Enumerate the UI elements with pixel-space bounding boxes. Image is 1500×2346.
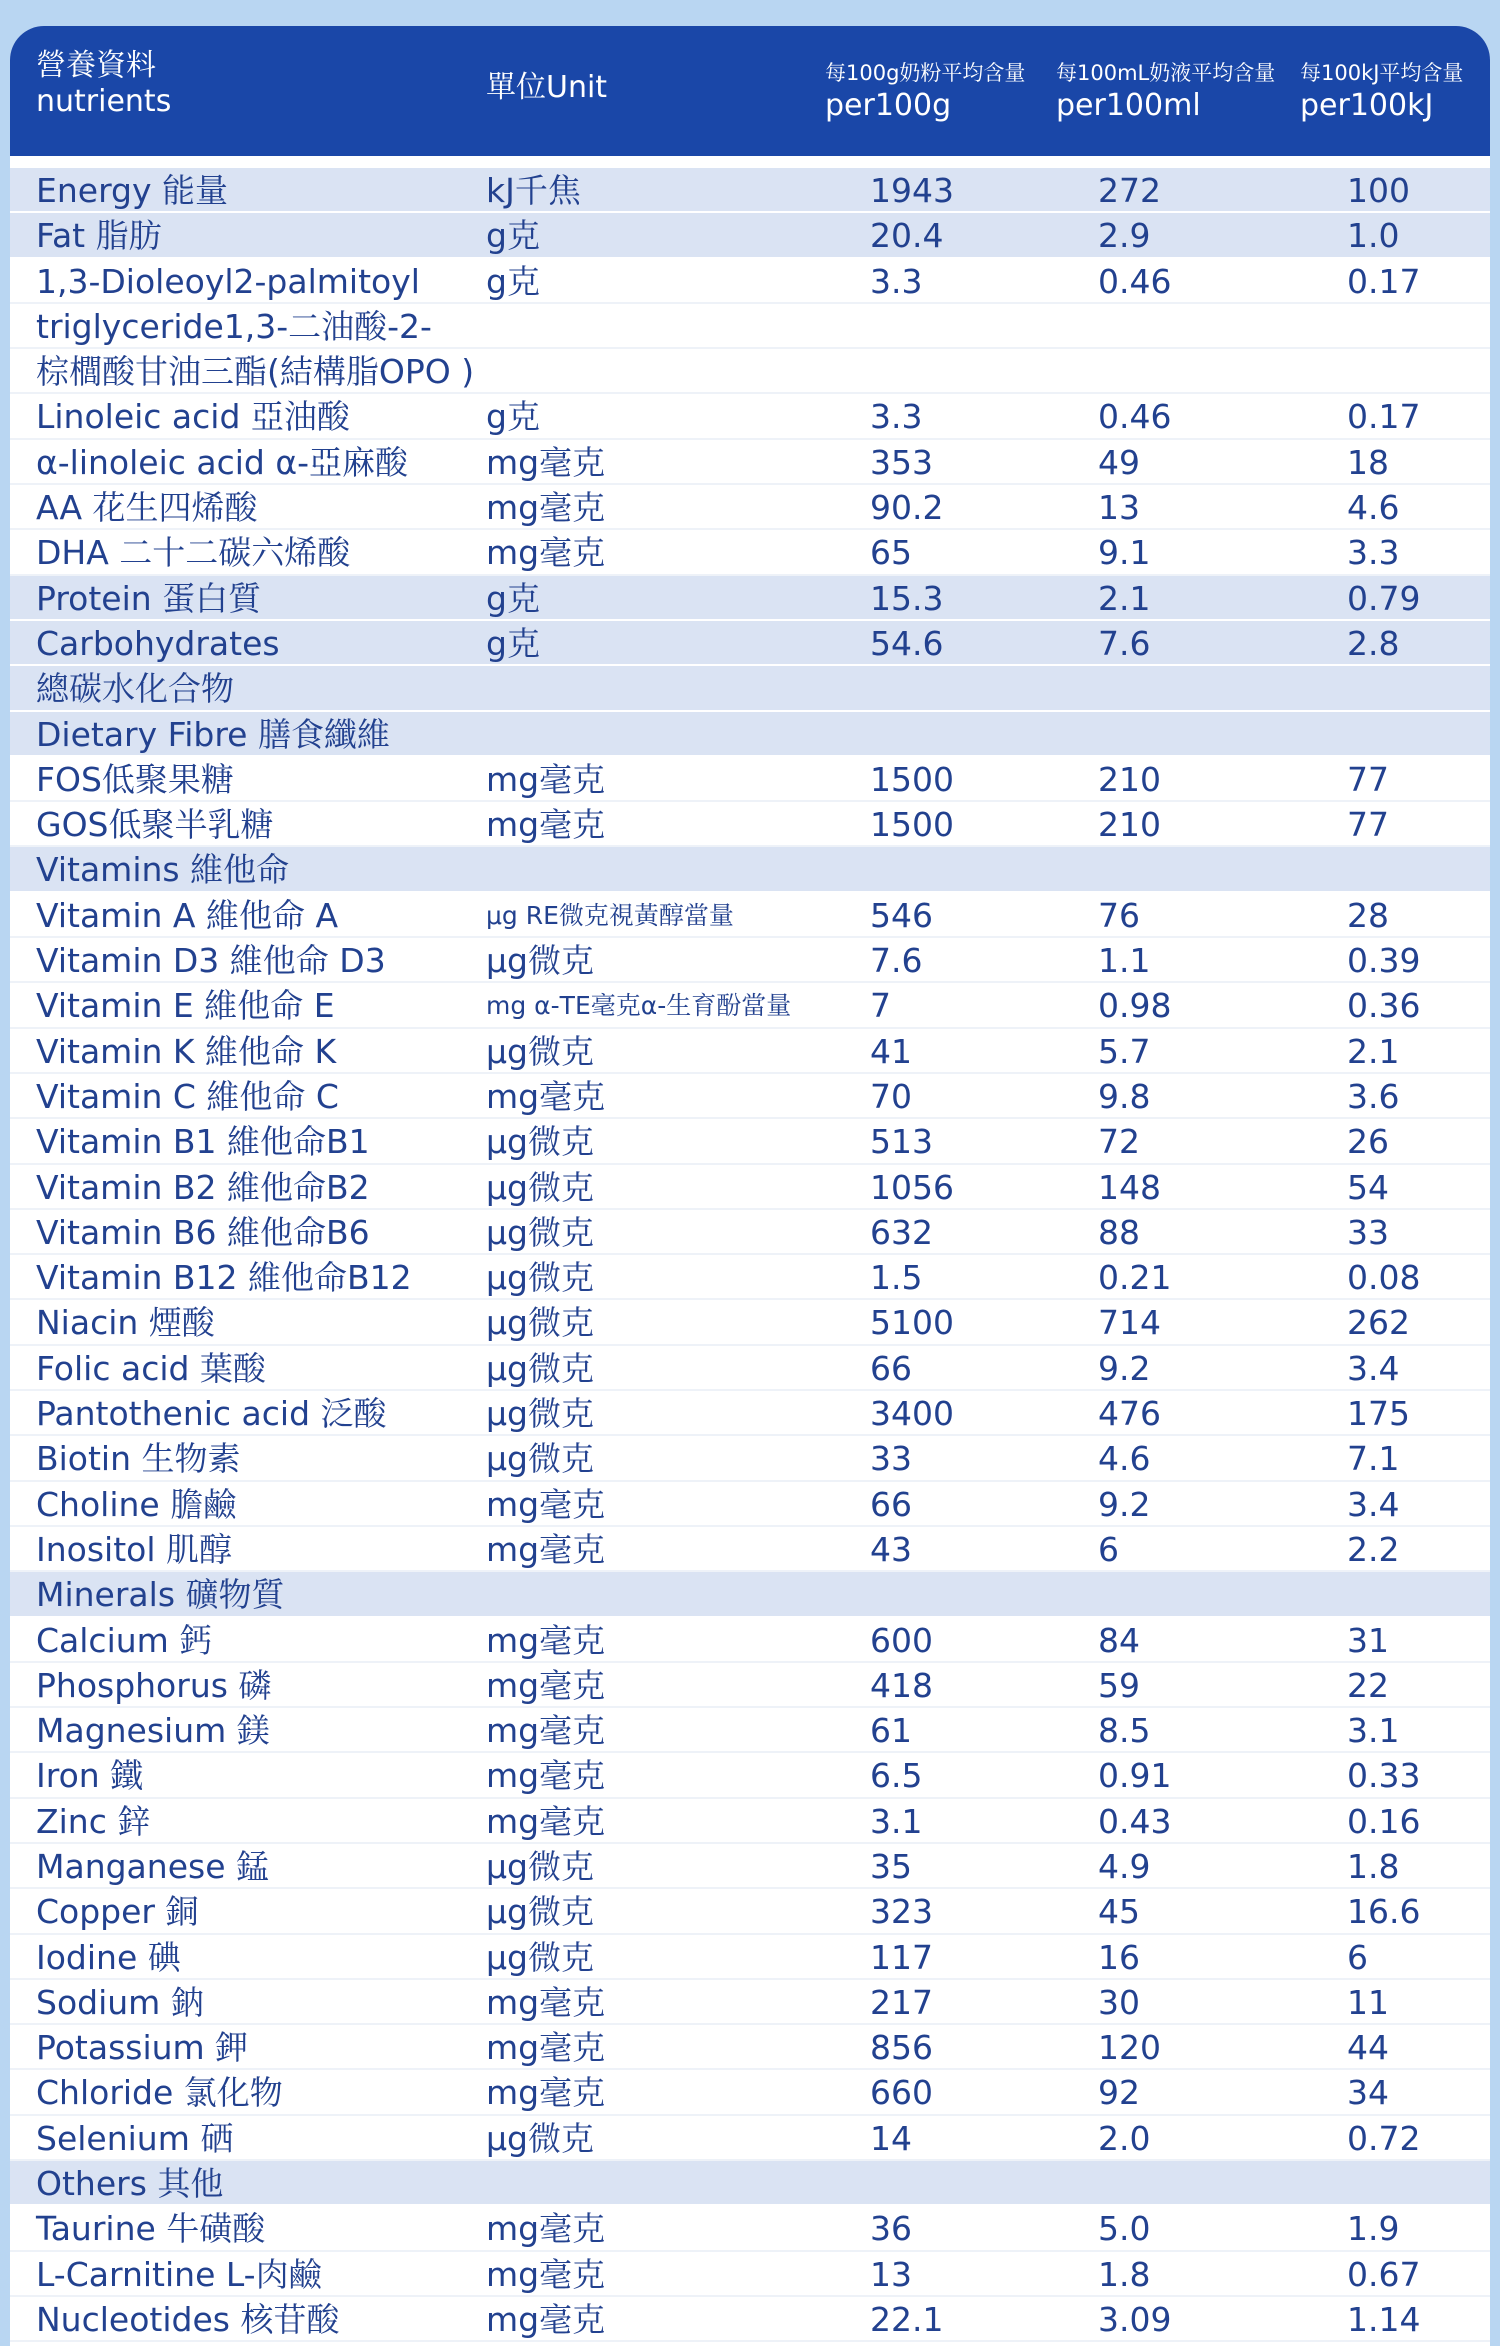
value-per100kj: 1.8 [1347, 1846, 1400, 1886]
table-row [10, 1889, 1490, 1934]
value-per100kj: 0.16 [1347, 1801, 1421, 1841]
value-per100ml: 210 [1098, 805, 1161, 845]
table-row [10, 757, 1490, 802]
unit-cell: mg α-TE毫克α-生育酚當量 [486, 991, 792, 1021]
value-per100g: 61 [870, 1711, 912, 1751]
value-per100ml: 1.8 [1098, 2254, 1151, 2294]
nutrient-name: Dietary Fibre 膳食纖維 [36, 714, 390, 754]
table-row [10, 394, 1490, 439]
value-per100ml: 120 [1098, 2028, 1161, 2068]
value-per100g: 632 [870, 1212, 933, 1252]
value-per100ml: 6 [1098, 1529, 1119, 1569]
table-row [10, 1165, 1490, 1210]
value-per100g: 43 [870, 1529, 912, 1569]
nutrition-table-card [10, 26, 1490, 2346]
nutrient-name: Fat 脂肪 [36, 216, 162, 256]
value-per100kj: 3.1 [1347, 1711, 1400, 1751]
header-per100ml [1056, 58, 1275, 124]
value-per100g: 22.1 [870, 2299, 944, 2339]
value-per100g: 70 [870, 1076, 912, 1116]
nutrient-name: Carbohydrates [36, 623, 280, 663]
unit-cell: g克 [486, 623, 540, 663]
nutrient-name: Calcium 鈣 [36, 1620, 213, 1660]
table-row [10, 1618, 1490, 1663]
value-per100ml: 4.6 [1098, 1439, 1151, 1479]
nutrient-name: Minerals 礦物質 [36, 1575, 285, 1615]
value-per100g: 353 [870, 442, 933, 482]
value-per100kj: 0.39 [1347, 941, 1421, 981]
value-per100g: 1500 [870, 759, 954, 799]
table-row [10, 893, 1490, 938]
value-per100kj: 262 [1347, 1303, 1410, 1343]
value-per100kj: 2.2 [1347, 1529, 1400, 1569]
value-per100kj: 0.33 [1347, 1756, 1421, 1796]
value-per100kj: 100 [1347, 171, 1410, 210]
value-per100kj: 3.6 [1347, 1076, 1400, 1116]
value-per100kj: 175 [1347, 1394, 1410, 1434]
table-row [10, 2252, 1490, 2297]
unit-cell: mg毫克 [486, 1801, 606, 1841]
nutrient-name: Vitamin B12 維他命B12 [36, 1258, 412, 1298]
unit-cell: kJ千焦 [486, 171, 581, 210]
nutrient-name: Inositol 肌醇 [36, 1529, 232, 1569]
unit-cell: μg微克 [486, 1122, 594, 1162]
unit-cell: mg毫克 [486, 1620, 606, 1660]
nutrient-name: DHA 二十二碳六烯酸 [36, 533, 351, 573]
table-row [10, 983, 1490, 1028]
table-row [10, 1300, 1490, 1345]
nutrient-name: Vitamins 維他命 [36, 850, 290, 890]
value-per100kj: 0.17 [1347, 397, 1421, 437]
value-per100g: 66 [870, 1348, 912, 1388]
table-row [10, 2297, 1490, 2342]
unit-cell: mg毫克 [486, 1665, 606, 1705]
nutrient-name: Sodium 鈉 [36, 1982, 204, 2022]
value-per100ml: 476 [1098, 1394, 1161, 1434]
value-per100ml: 0.21 [1098, 1258, 1172, 1298]
value-per100ml: 0.98 [1098, 986, 1172, 1026]
unit-cell: mg毫克 [486, 1076, 606, 1116]
value-per100g: 90.2 [870, 488, 944, 528]
unit-cell: mg毫克 [486, 2209, 606, 2249]
value-per100ml: 4.9 [1098, 1846, 1151, 1886]
value-per100kj: 2.1 [1347, 1031, 1400, 1071]
value-per100ml: 5.0 [1098, 2209, 1151, 2249]
unit-cell: mg毫克 [486, 759, 606, 799]
table-row [10, 1980, 1490, 2025]
value-per100g: 1056 [870, 1167, 954, 1207]
table-row [10, 621, 1490, 666]
value-per100kj: 26 [1347, 1122, 1389, 1162]
unit-cell: μg微克 [486, 1439, 594, 1479]
value-per100ml: 76 [1098, 895, 1140, 935]
unit-cell: μg微克 [486, 1394, 594, 1434]
value-per100ml: 0.46 [1098, 397, 1172, 437]
unit-cell: μg微克 [486, 1212, 594, 1252]
header-nutrients [36, 48, 171, 120]
value-per100ml: 16 [1098, 1937, 1140, 1977]
value-per100g: 20.4 [870, 216, 944, 256]
value-per100kj: 54 [1347, 1167, 1389, 1207]
unit-cell: μg微克 [486, 1937, 594, 1977]
table-row [10, 1029, 1490, 1074]
table-row [10, 2206, 1490, 2251]
unit-cell: μg微克 [486, 2118, 594, 2158]
nutrient-name: Vitamin B2 維他命B2 [36, 1167, 370, 1207]
value-per100kj: 77 [1347, 759, 1389, 799]
value-per100kj: 31 [1347, 1620, 1389, 1660]
unit-cell: μg微克 [486, 1303, 594, 1343]
table-row [10, 1119, 1490, 1164]
value-per100g: 7.6 [870, 941, 923, 981]
table-row [10, 168, 1490, 213]
value-per100ml: 84 [1098, 1620, 1140, 1660]
nutrient-name: Nucleotides 核苷酸 [36, 2299, 340, 2339]
nutrient-name: Vitamin K 維他命 K [36, 1031, 337, 1071]
nutrient-name: Energy 能量 [36, 171, 229, 210]
value-per100ml: 49 [1098, 442, 1140, 482]
header-per100ml-en: per100ml [1056, 88, 1201, 123]
value-per100ml: 9.8 [1098, 1076, 1151, 1116]
value-per100kj: 0.67 [1347, 2254, 1421, 2294]
value-per100ml: 92 [1098, 2073, 1140, 2113]
nutrient-name: Others 其他 [36, 2164, 224, 2204]
table-row [10, 1844, 1490, 1889]
nutrient-name: Potassium 鉀 [36, 2028, 249, 2068]
table-row [10, 802, 1490, 847]
nutrient-name: α-linoleic acid α-亞麻酸 [36, 442, 409, 482]
table-row [10, 485, 1490, 530]
unit-cell: mg毫克 [486, 533, 606, 573]
unit-cell: mg毫克 [486, 1982, 606, 2022]
nutrient-name: Choline 膽鹼 [36, 1484, 237, 1524]
value-per100g: 1500 [870, 805, 954, 845]
nutrient-name: Folic acid 葉酸 [36, 1348, 266, 1388]
value-per100kj: 0.79 [1347, 578, 1421, 618]
header-unit [486, 70, 607, 106]
value-per100g: 600 [870, 1620, 933, 1660]
value-per100ml: 3.09 [1098, 2299, 1172, 2339]
nutrient-name: Taurine 牛磺酸 [36, 2209, 266, 2249]
nutrient-name: Vitamin A 維他命 A [36, 895, 339, 935]
value-per100ml: 714 [1098, 1303, 1161, 1343]
value-per100g: 5100 [870, 1303, 954, 1343]
header-per100kj-zh: 每100kJ平均含量 [1300, 61, 1464, 85]
value-per100ml: 59 [1098, 1665, 1140, 1705]
value-per100g: 856 [870, 2028, 933, 2068]
table-row [10, 1753, 1490, 1798]
value-per100kj: 28 [1347, 895, 1389, 935]
unit-cell: g克 [486, 578, 540, 618]
value-per100g: 513 [870, 1122, 933, 1162]
value-per100kj: 6 [1347, 1937, 1368, 1977]
unit-cell: mg毫克 [486, 1756, 606, 1796]
table-row [10, 304, 1490, 349]
value-per100g: 418 [870, 1665, 933, 1705]
value-per100ml: 9.1 [1098, 533, 1151, 573]
table-row [10, 213, 1490, 258]
value-per100g: 117 [870, 1937, 933, 1977]
nutrient-name: Linoleic acid 亞油酸 [36, 397, 350, 437]
nutrient-name: Selenium 硒 [36, 2118, 234, 2158]
nutrient-name: Copper 銅 [36, 1892, 199, 1932]
value-per100ml: 5.7 [1098, 1031, 1151, 1071]
value-per100kj: 3.4 [1347, 1348, 1400, 1388]
unit-cell: mg毫克 [486, 442, 606, 482]
nutrient-name: Phosphorus 磷 [36, 1665, 272, 1705]
value-per100g: 54.6 [870, 623, 944, 663]
unit-cell: mg毫克 [486, 2254, 606, 2294]
value-per100ml: 2.0 [1098, 2118, 1151, 2158]
unit-cell: mg毫克 [486, 805, 606, 845]
unit-cell: mg毫克 [486, 1529, 606, 1569]
value-per100g: 14 [870, 2118, 912, 2158]
nutrient-name: 1,3-Dioleoyl2-palmitoyl [36, 261, 420, 301]
value-per100g: 41 [870, 1031, 912, 1071]
value-per100kj: 4.6 [1347, 488, 1400, 528]
table-row [10, 1935, 1490, 1980]
value-per100kj: 16.6 [1347, 1892, 1421, 1932]
value-per100g: 217 [870, 1982, 933, 2022]
unit-cell: g克 [486, 216, 540, 256]
nutrient-name: Chloride 氯化物 [36, 2073, 283, 2113]
value-per100kj: 3.3 [1347, 533, 1400, 573]
unit-cell: mg毫克 [486, 1711, 606, 1751]
value-per100kj: 11 [1347, 1982, 1389, 2022]
header-unit-label: 單位Unit [486, 70, 608, 105]
value-per100kj: 44 [1347, 2028, 1389, 2068]
table-row [10, 938, 1490, 983]
value-per100kj: 1.14 [1347, 2299, 1421, 2339]
value-per100kj: 77 [1347, 805, 1389, 845]
nutrient-name: AA 花生四烯酸 [36, 488, 258, 528]
header-per100kj-en: per100kJ [1300, 88, 1434, 123]
value-per100ml: 8.5 [1098, 1711, 1151, 1751]
nutrient-name: FOS低聚果糖 [36, 759, 234, 799]
value-per100g: 65 [870, 533, 912, 573]
unit-cell: μg微克 [486, 1846, 594, 1886]
value-per100g: 3.3 [870, 261, 923, 301]
value-per100g: 546 [870, 895, 933, 935]
value-per100ml: 88 [1098, 1212, 1140, 1252]
header-nutrients-zh: 營養資料 [36, 48, 156, 83]
unit-cell: μg RE微克視黃醇當量 [486, 900, 734, 930]
table-row [10, 1391, 1490, 1436]
header-per100kj [1300, 58, 1463, 124]
value-per100g: 33 [870, 1439, 912, 1479]
value-per100g: 13 [870, 2254, 912, 2294]
value-per100ml: 210 [1098, 759, 1161, 799]
value-per100ml: 1.1 [1098, 941, 1151, 981]
nutrient-name: Zinc 鋅 [36, 1801, 151, 1841]
nutrition-rows [10, 168, 1490, 2342]
value-per100kj: 1.0 [1347, 216, 1400, 256]
header-per100g-zh: 每100g奶粉平均含量 [825, 61, 1026, 85]
value-per100ml: 0.43 [1098, 1801, 1172, 1841]
value-per100ml: 9.2 [1098, 1484, 1151, 1524]
table-row [10, 847, 1490, 892]
unit-cell: μg微克 [486, 1031, 594, 1071]
nutrient-name: 總碳水化合物 [36, 669, 234, 709]
value-per100g: 3400 [870, 1394, 954, 1434]
value-per100kj: 0.08 [1347, 1258, 1421, 1298]
value-per100g: 660 [870, 2073, 933, 2113]
value-per100g: 35 [870, 1846, 912, 1886]
nutrient-name: Biotin 生物素 [36, 1439, 241, 1479]
nutrient-name: Iron 鐵 [36, 1756, 144, 1796]
nutrient-name: 棕櫚酸甘油三酯(結構脂OPO ) [36, 352, 475, 392]
nutrient-name: Vitamin C 維他命 C [36, 1076, 339, 1116]
header-per100g-en: per100g [825, 88, 952, 123]
unit-cell: mg毫克 [486, 2299, 606, 2339]
value-per100ml: 0.91 [1098, 1756, 1172, 1796]
nutrient-name: Vitamin E 維他命 E [36, 986, 335, 1026]
value-per100kj: 22 [1347, 1665, 1389, 1705]
unit-cell: mg毫克 [486, 2028, 606, 2068]
value-per100g: 66 [870, 1484, 912, 1524]
value-per100g: 323 [870, 1892, 933, 1932]
table-row [10, 1436, 1490, 1481]
unit-cell: g克 [486, 397, 540, 437]
unit-cell: μg微克 [486, 1348, 594, 1388]
table-row [10, 1482, 1490, 1527]
table-row [10, 349, 1490, 394]
table-row [10, 259, 1490, 304]
nutrient-name: GOS低聚半乳糖 [36, 805, 274, 845]
value-per100g: 3.3 [870, 397, 923, 437]
value-per100ml: 30 [1098, 1982, 1140, 2022]
table-row [10, 1527, 1490, 1572]
value-per100g: 1943 [870, 171, 954, 210]
value-per100ml: 45 [1098, 1892, 1140, 1932]
table-row [10, 1572, 1490, 1617]
unit-cell: mg毫克 [486, 1484, 606, 1524]
unit-cell: mg毫克 [486, 2073, 606, 2113]
value-per100g: 6.5 [870, 1756, 923, 1796]
value-per100kj: 1.9 [1347, 2209, 1400, 2249]
value-per100kj: 18 [1347, 442, 1389, 482]
table-row [10, 2116, 1490, 2161]
value-per100ml: 72 [1098, 1122, 1140, 1162]
value-per100ml: 272 [1098, 171, 1161, 210]
value-per100ml: 9.2 [1098, 1348, 1151, 1388]
nutrient-name: Vitamin B1 維他命B1 [36, 1122, 370, 1162]
nutrient-name: triglyceride1,3-二油酸-2- [36, 306, 432, 346]
unit-cell: μg微克 [486, 1892, 594, 1932]
unit-cell: μg微克 [486, 941, 594, 981]
unit-cell: g克 [486, 261, 540, 301]
value-per100g: 3.1 [870, 1801, 923, 1841]
nutrient-name: Protein 蛋白質 [36, 578, 262, 618]
table-row [10, 1210, 1490, 1255]
table-row [10, 1346, 1490, 1391]
nutrient-name: Niacin 煙酸 [36, 1303, 215, 1343]
table-row [10, 1708, 1490, 1753]
table-row [10, 2025, 1490, 2070]
value-per100kj: 0.17 [1347, 261, 1421, 301]
nutrient-name: L-Carnitine L-肉鹼 [36, 2254, 322, 2294]
value-per100ml: 7.6 [1098, 623, 1151, 663]
nutrient-name: Iodine 碘 [36, 1937, 181, 1977]
nutrient-name: Vitamin B6 維他命B6 [36, 1212, 370, 1252]
unit-cell: μg微克 [486, 1258, 594, 1298]
value-per100kj: 33 [1347, 1212, 1389, 1252]
table-row [10, 530, 1490, 575]
value-per100kj: 0.36 [1347, 986, 1421, 1026]
value-per100kj: 7.1 [1347, 1439, 1400, 1479]
nutrient-name: Vitamin D3 維他命 D3 [36, 941, 386, 981]
value-per100ml: 13 [1098, 488, 1140, 528]
nutrient-name: Manganese 錳 [36, 1846, 269, 1886]
table-row [10, 440, 1490, 485]
table-row [10, 1255, 1490, 1300]
header-nutrients-en: nutrients [36, 84, 172, 119]
unit-cell: μg微克 [486, 1167, 594, 1207]
header-per100g [825, 58, 1025, 124]
header-per100ml-zh: 每100mL奶液平均含量 [1056, 61, 1276, 85]
value-per100kj: 0.72 [1347, 2118, 1421, 2158]
value-per100g: 1.5 [870, 1258, 923, 1298]
value-per100kj: 3.4 [1347, 1484, 1400, 1524]
table-row [10, 712, 1490, 757]
value-per100ml: 0.46 [1098, 261, 1172, 301]
value-per100g: 15.3 [870, 578, 944, 618]
value-per100g: 7 [870, 986, 891, 1026]
value-per100ml: 2.9 [1098, 216, 1151, 256]
nutrient-name: Magnesium 鎂 [36, 1711, 270, 1751]
value-per100ml: 148 [1098, 1167, 1161, 1207]
value-per100kj: 2.8 [1347, 623, 1400, 663]
unit-cell: mg毫克 [486, 488, 606, 528]
table-row [10, 1074, 1490, 1119]
table-header [10, 26, 1490, 156]
table-row [10, 2070, 1490, 2115]
value-per100g: 36 [870, 2209, 912, 2249]
table-row [10, 576, 1490, 621]
table-row [10, 1799, 1490, 1844]
nutrient-name: Pantothenic acid 泛酸 [36, 1394, 387, 1434]
value-per100ml: 2.1 [1098, 578, 1151, 618]
table-row [10, 1663, 1490, 1708]
value-per100kj: 34 [1347, 2073, 1389, 2113]
table-row [10, 666, 1490, 711]
table-row [10, 2161, 1490, 2206]
